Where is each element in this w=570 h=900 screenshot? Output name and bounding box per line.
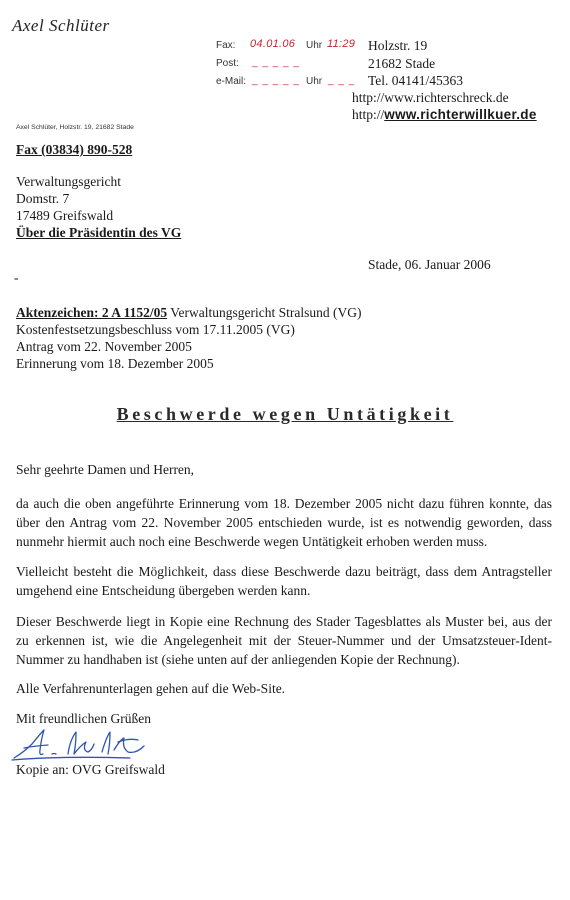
recipient-line-2: Domstr. 7 (16, 191, 70, 206)
sender-phone: Tel. 04141/45363 (368, 73, 464, 88)
post-label: Post: (216, 58, 239, 69)
letter-date: Stade, 06. Januar 2006 (368, 257, 491, 272)
recipient-fax-line: Fax (03834) 890-528 (16, 142, 133, 157)
paragraph-3: Dieser Beschwerde liegt in Kopie eine Rechnung des Stader Tagesblattes als Muster bei, aus der zu erkennen ist, wie die Angelegenheit mit der Steuer-Nummer und der Umsatzsteuer-Ident-Nummer zu handhaben ist (siehe unten auf der anliegenden Kopie der Rechnung). (16, 614, 552, 667)
reference-line-4: Erinnerung vom 18. Dezember 2005 (16, 356, 214, 371)
email-blank: _ _ _ _ _ (252, 75, 300, 86)
sender-return-line: Axel Schlüter, Holzstr. 19, 21682 Stade (16, 124, 134, 131)
paragraph-2: Vielleicht besteht die Möglichkeit, dass diese Beschwerde dazu beiträgt, dass dem Antragsteller umgehend eine Entscheidung übergeben werden kann. (16, 564, 552, 598)
recipient-line-1: Verwaltungsgericht (16, 174, 121, 189)
website-link-2-prefix: http:// (352, 107, 385, 122)
letterhead-logo-name: Axel Schlüter (12, 16, 110, 35)
copy-recipient-line: Kopie an: OVG Greifswald (16, 762, 165, 777)
reference-line-3: Antrag vom 22. November 2005 (16, 339, 192, 354)
sender-street: Holzstr. 19 (368, 38, 428, 53)
website-link-2-domain: www.richterwillkuer.de (384, 107, 537, 122)
sender-city: 21682 Stade (368, 56, 436, 71)
aktenzeichen-rest: Verwaltungsgericht Stralsund (VG) (167, 305, 362, 320)
email-uhr-label: Uhr (306, 76, 323, 87)
handwritten-signature (10, 724, 160, 762)
fax-label: Fax: (216, 40, 236, 51)
email-label: e-Mail: (216, 76, 247, 87)
website-link-2[interactable] (352, 107, 537, 123)
salutation: Sehr geehrte Damen und Herren, (16, 462, 195, 477)
subject-heading: Beschwerde wegen Untätigkeit (116, 404, 454, 424)
fax-uhr-label: Uhr (306, 40, 323, 51)
aktenzeichen-label: Aktenzeichen: 2 A 1152/05 (16, 305, 168, 320)
fax-handwritten-time: 11:29 (327, 38, 356, 50)
recipient-line-3: 17489 Greifswald (16, 208, 114, 223)
post-blank: _ _ _ _ _ (252, 57, 300, 68)
reference-line-2: Kostenfestsetzungsbeschluss vom 17.11.2005 (VG) (16, 322, 295, 337)
reference-line-1 (16, 305, 361, 321)
paragraph-1: da auch die oben angeführte Erinnerung vom 18. Dezember 2005 nicht dazu führen konnte, das über den Antrag vom 22. November 2005 entschieden wurde, ist es notwendig geworden, dass nunmehr hiermit auch noch eine Beschwerde wegen Untätigkeit erhoben werden muss. (16, 496, 552, 549)
email-uhr-blank: _ _ _ (328, 75, 356, 86)
fax-handwritten-date: 04.01.06 (250, 38, 296, 50)
website-link-1[interactable]: http://www.richterschreck.de (352, 90, 509, 105)
recipient-line-4: Über die Präsidentin des VG (16, 225, 182, 240)
dash-mark: - (14, 270, 19, 285)
paragraph-4: Alle Verfahrenunterlagen gehen auf die Web-Site. (16, 681, 286, 696)
closing: Mit freundlichen Grüßen (16, 711, 151, 726)
